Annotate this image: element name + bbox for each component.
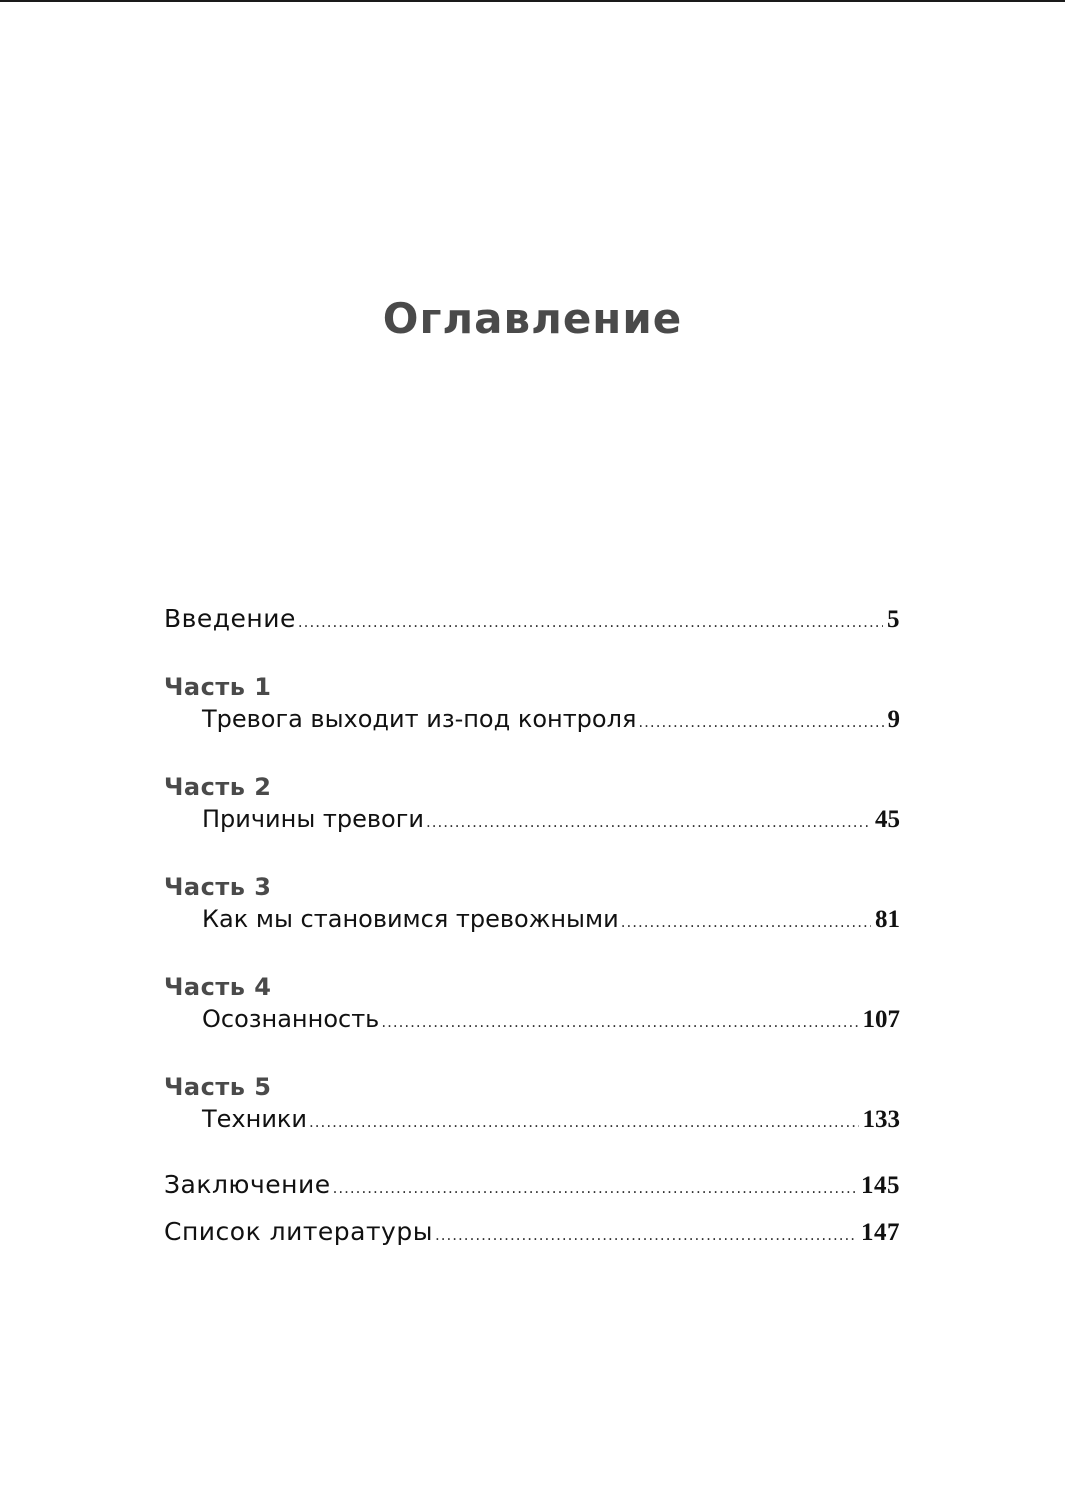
toc-page-number: 147 — [861, 1219, 900, 1246]
dot-leader — [435, 1226, 857, 1244]
dot-leader — [638, 713, 883, 731]
toc-entry-part-3[interactable] — [164, 905, 900, 941]
toc-entry-label: Как мы становимся тревожными — [202, 905, 619, 933]
dot-leader — [381, 1013, 858, 1031]
toc-page-number: 45 — [875, 806, 900, 833]
dot-leader — [426, 813, 871, 831]
toc-entry-label: Заключение — [164, 1170, 331, 1199]
toc-entry-label: Причины тревоги — [202, 805, 424, 833]
toc-entry-label: Осознанность — [202, 1005, 380, 1033]
dot-leader — [333, 1179, 857, 1197]
toc-page-number: 107 — [862, 1006, 900, 1033]
page-title: Оглавление — [382, 294, 683, 343]
table-of-contents — [164, 604, 900, 1253]
toc-entry-label: Введение — [164, 604, 296, 633]
toc-entry-label: Техники — [202, 1105, 308, 1133]
toc-entry-part-5[interactable] — [164, 1105, 900, 1141]
part-heading: Часть 1 — [164, 673, 272, 701]
toc-entry-references[interactable] — [164, 1217, 900, 1253]
toc-entry-part-4[interactable] — [164, 1005, 900, 1041]
part-heading: Часть 5 — [164, 1073, 272, 1101]
toc-page-number: 133 — [862, 1106, 900, 1133]
top-rule — [0, 0, 1065, 2]
toc-page-number: 5 — [887, 606, 900, 633]
toc-entry-part-2[interactable] — [164, 805, 900, 841]
toc-page-number: 81 — [875, 906, 900, 933]
toc-page-number: 9 — [887, 706, 900, 733]
toc-entry-intro[interactable] — [164, 604, 900, 640]
part-heading: Часть 3 — [164, 873, 272, 901]
toc-entry-label: Тревога выходит из-под контроля — [202, 705, 637, 733]
toc-entry-label: Список литературы — [164, 1217, 433, 1246]
toc-entry-conclusion[interactable] — [164, 1170, 900, 1206]
toc-page-number: 145 — [861, 1172, 900, 1199]
dot-leader — [621, 913, 871, 931]
dot-leader — [298, 613, 883, 631]
part-heading: Часть 4 — [164, 973, 272, 1001]
dot-leader — [309, 1113, 858, 1131]
toc-entry-part-1[interactable] — [164, 705, 900, 741]
part-heading: Часть 2 — [164, 773, 272, 801]
